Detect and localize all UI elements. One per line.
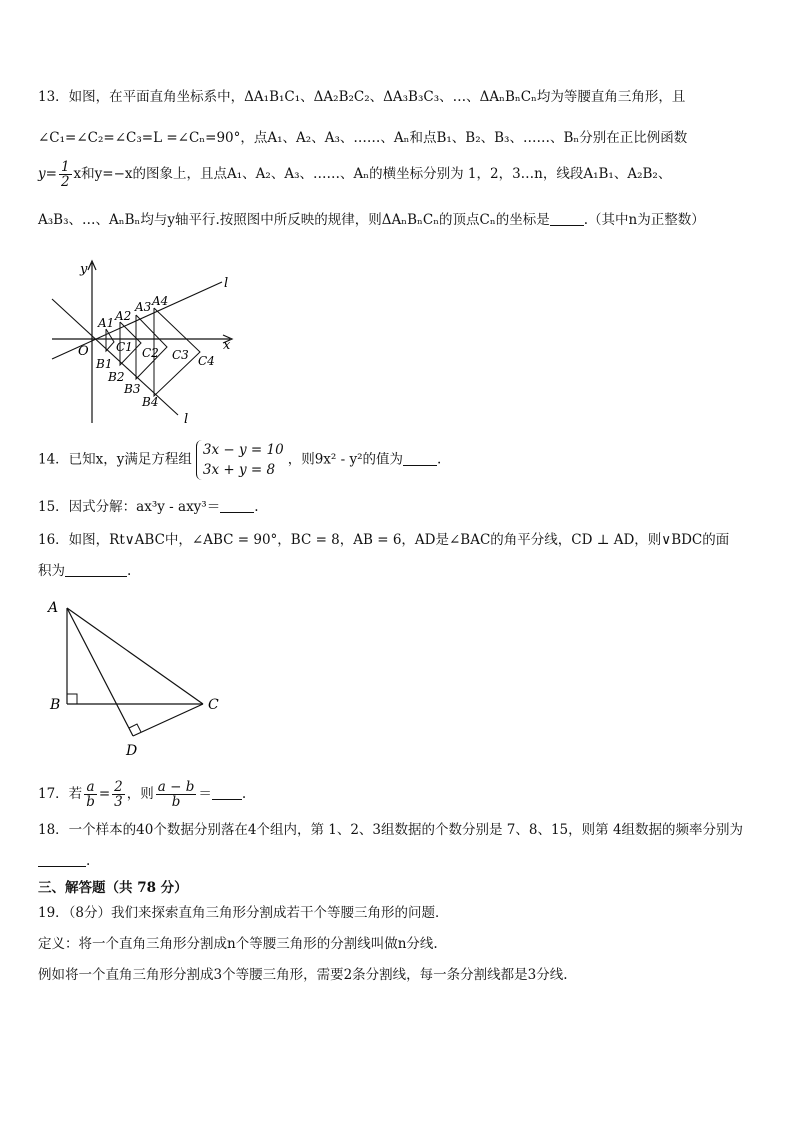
q13-line3 (38, 160, 671, 189)
vertex-c-label: C (208, 697, 219, 713)
q19-line3: 例如将一个直角三角形分割成3个等腰三角形，需要2条分割线，每一条分割线都是3分线. (38, 967, 568, 983)
point-c3-label: C3 (172, 348, 189, 362)
q17-line: 17．若 $\frac{a}{b}$ = $\frac{2}{3}$ ，则 $\frac{a - b}{b}$ ＝ . (38, 779, 247, 810)
section-3-title: 三、解答题（共 78 分） (38, 880, 188, 896)
q18-line1: 18．一个样本的40个数据分别落在4个组内，第 1、2、3组数据的个数分别是 7、8、15，则第 4组数据的频率分别为 (38, 822, 744, 838)
q13-line1: 13．如图，在平面直角坐标系中，ΔA₁B₁C₁、ΔA₂B₂C₂、ΔA₃B₃C₃、…、ΔAₙBₙCₙ均为等腰直角三角形，且 (38, 89, 686, 105)
q13-y-label: y= (38, 166, 57, 182)
q19-line1: 19．（8分）我们来探索直角三角形分割成若干个等腰三角形的问题． (38, 905, 449, 921)
point-c2-label: C2 (142, 346, 159, 360)
point-b3-label: B3 (124, 382, 141, 396)
answer-blank-13[interactable] (550, 211, 584, 226)
answer-blank-18[interactable] (38, 852, 86, 867)
q13-line2: ∠C₁=∠C₂=∠C₃=L =∠Cₙ=90°，点A₁、A₂、A₃、……、Aₙ和点B₁、B₂、B₃、……、Bₙ分别在正比例函数 (38, 130, 688, 146)
q16-line1: 16．如图，Rt∨ABC中，∠ABC = 90°，BC = 8，AB = 6，AD是∠BAC的角平分线，CD ⊥ AD，则∨BDC的面 (38, 532, 730, 548)
line-l-lower-label: l (184, 412, 189, 427)
q13-line4: A₃B₃、…、AₙBₙ均与y轴平行.按照图中所反映的规律，则ΔAₙBₙCₙ的顶点Cₙ的坐标是 .（其中n为正整数） (38, 212, 705, 228)
point-a4-label: A4 (152, 294, 169, 308)
q19-line2: 定义：将一个直角三角形分割成n个等腰三角形的分割线叫做n分线. (38, 936, 438, 952)
point-b4-label: B4 (142, 395, 159, 409)
point-b2-label: B2 (108, 370, 125, 384)
figure-13-coordinate-diagram (40, 255, 250, 430)
point-a2-label: A2 (115, 309, 132, 323)
y-axis-label: y (80, 262, 88, 277)
figure-16-triangle-diagram (40, 595, 240, 765)
vertex-b-label: B (50, 697, 61, 713)
point-a3-label: A3 (135, 300, 152, 314)
origin-label: O (78, 344, 89, 359)
q15-line: 15．因式分解：ax³y - axy³＝ . (38, 499, 259, 515)
answer-blank-17[interactable] (212, 785, 242, 800)
answer-blank-15[interactable] (220, 498, 254, 513)
q16-line2: 积为 . (38, 563, 132, 579)
point-a1-label: A1 (98, 316, 115, 330)
q18-line2: . (38, 851, 90, 871)
point-c1-label: C1 (116, 340, 133, 354)
vertex-a-label: A (48, 600, 59, 616)
q13-fraction: $\frac{1}{2}$ (60, 159, 70, 190)
vertex-d-label: D (126, 743, 138, 759)
x-axis-label: x (223, 338, 231, 353)
answer-blank-16[interactable] (65, 562, 127, 577)
answer-blank-14[interactable] (403, 451, 437, 466)
line-l-upper-label: l (224, 276, 229, 291)
equation-system: 3x − y = 10 3x + y = 8 (196, 440, 284, 480)
q13-line3-text: x和y=−x的图象上，且点A₁、A₂、A₃、……、Aₙ的横坐标分别为 1，2，3…n，线段A₁B₁、A₂B₂、 (73, 166, 672, 182)
point-b1-label: B1 (96, 357, 113, 371)
q14-line: 14．已知x，y满足方程组 3x − y = 10 3x + y = 8 ，则9x² - y²的值为 . (38, 442, 442, 478)
point-c4-label: C4 (198, 354, 215, 368)
